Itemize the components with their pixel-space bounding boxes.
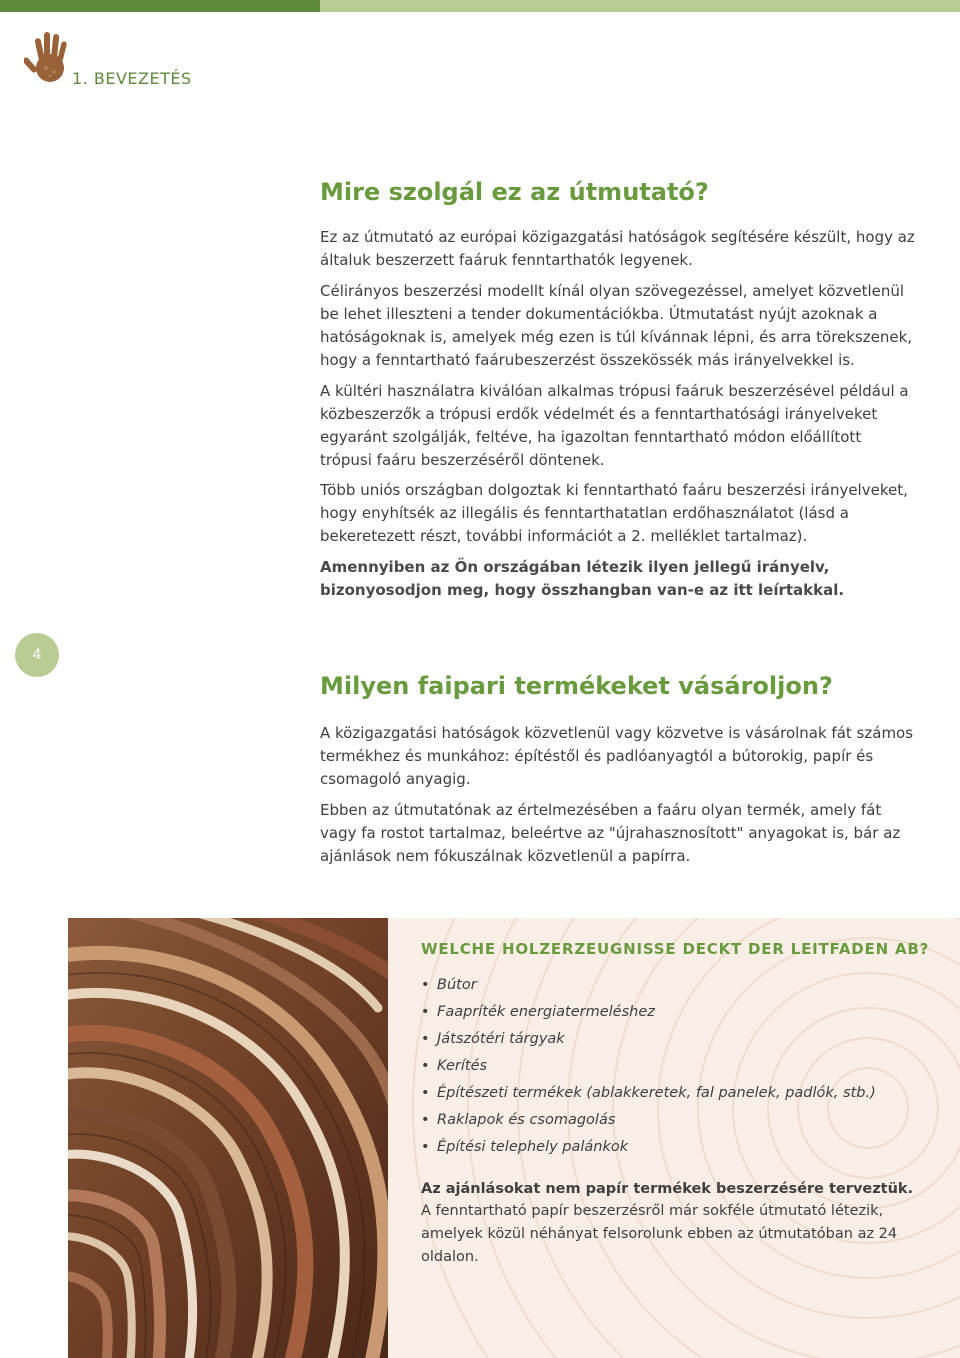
info-box — [388, 918, 960, 1358]
paragraph: Célirányos beszerzési modellt kínál olyan szövegezéssel, amelyet közvetlenül be lehet illeszteni a tender dokumentációkba. Útmutatást nyújt azoknak a hatóságoknak is, amelyek még ezen is túl kívánnak lépni, és arra törekszenek, hogy a fenntartható faárubeszerzést összekössék más irányelvekkel is. — [320, 282, 913, 369]
list-item — [421, 999, 941, 1026]
list-item-label: Építési telephely palánkok — [437, 1139, 629, 1155]
wood-grain-image — [68, 918, 388, 1358]
bullet-icon: • — [421, 1058, 430, 1074]
bullet-icon: • — [421, 1139, 430, 1155]
paragraph: A kültéri használatra kiválóan alkalmas trópusi faáruk beszerzésével például a közbeszerzők a trópusi erdők védelmét és a fenntarthatósági irányelveket egyaránt szolgálják, feltéve, ha igazoltan fenntartható módon előállított trópusi faáru beszerzéséről döntenek. — [320, 382, 909, 469]
list-item — [421, 972, 941, 999]
bullet-icon: • — [421, 1112, 430, 1128]
box-title: WELCHE HOLZERZEUGNISSE DECKT DER LEITFADEN AB? — [421, 940, 930, 958]
list-item-label: Építészeti termékek (ablakkeretek, fal panelek, padlók, stb.) — [437, 1085, 876, 1101]
section-title: Milyen faipari termékeket vásároljon? — [320, 672, 833, 700]
hand-print-icon — [24, 28, 76, 86]
paragraph: Több uniós országban dolgoztak ki fenntartható faáru beszerzési irányelveket, hogy enyhítsék az illegális és fenntarthatatlan erdőhasználatot (lásd a bekeretezett részt, további információt a 2. melléklet tartalmaz). — [320, 481, 908, 545]
paragraph: Ebben az útmutatónak az értelmezésében a faáru olyan termék, amely fát vagy fa rostot tartalmaz, beleértve az "újrahasznosított" anyagokat is, bár az ajánlások nem fókuszálnak közvetlenül a papírra. — [320, 801, 901, 865]
list-item-label: Faapríték energiatermeléshez — [437, 1004, 655, 1020]
list-item-label: Bútor — [437, 977, 477, 993]
bullet-icon: • — [421, 1004, 430, 1020]
paragraph: A közigazgatási hatóságok közvetlenül vagy közvetve is vásárolnak fát számos termékhez és munkához: építéstől és padlóanyagtól a bútorokig, papír és csomagoló anyagig. — [320, 724, 914, 788]
list-item-label: Raklapok és csomagolás — [437, 1112, 616, 1128]
bullet-icon: • — [421, 977, 430, 993]
top-bar-dark — [0, 0, 320, 12]
product-list — [421, 972, 941, 1161]
bold-paragraph: Amennyiben az Ön országában létezik ilyen jellegű irányelv, bizonyosodjon meg, hogy összhangban van-e az itt leírtakkal. — [320, 558, 845, 599]
box-note: A fenntartható papír beszerzésről már sokféle útmutató létezik, amelyek közül néhányat felsorolunk ebben az útmutatóban az 24 oldalon. — [421, 1203, 898, 1265]
list-item — [421, 1107, 941, 1134]
section-title: Mire szolgál ez az útmutató? — [320, 178, 709, 206]
list-item-label: Kerítés — [437, 1058, 488, 1074]
list-item — [421, 1053, 941, 1080]
chapter-title: 1. BEVEZETÉS — [72, 69, 192, 88]
list-item-label: Játszótéri tárgyak — [437, 1031, 565, 1047]
top-bar-light — [320, 0, 960, 12]
bullet-icon: • — [421, 1031, 430, 1047]
list-item — [421, 1080, 941, 1107]
paragraph: Ez az útmutató az európai közigazgatási hatóságok segítésére készült, hogy az általuk beszerzett faáruk fenntarthatók legyenek. — [320, 228, 915, 269]
bullet-icon: • — [421, 1085, 430, 1101]
list-item — [421, 1134, 941, 1161]
info-box-content — [421, 940, 941, 1269]
list-item — [421, 1026, 941, 1053]
box-bold-note: Az ajánlásokat nem papír termékek beszerzésére terveztük. — [421, 1181, 914, 1197]
page-number: 4 — [15, 633, 59, 677]
